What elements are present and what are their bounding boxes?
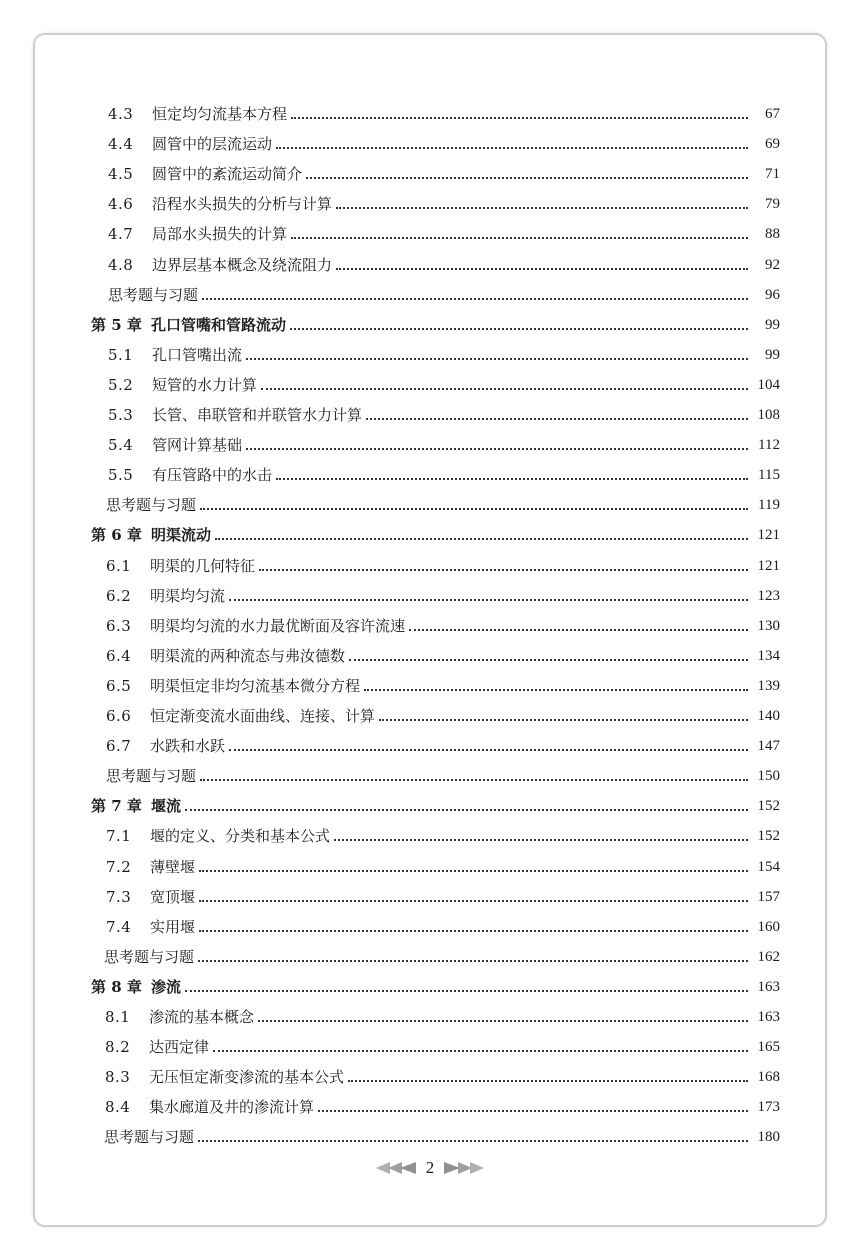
dot-leader bbox=[290, 328, 748, 330]
section-number: 6.4 bbox=[106, 646, 132, 665]
toc-entry-title: 水跌和水跃 bbox=[150, 737, 226, 756]
dot-leader bbox=[198, 1140, 748, 1142]
section-number: 5.1 bbox=[108, 345, 134, 364]
section-number: 4.5 bbox=[108, 165, 134, 184]
section-number: 5.2 bbox=[108, 375, 134, 394]
toc-entry-title: 孔口管嘴和管路流动 bbox=[151, 315, 287, 334]
chapter-number: 第 7 章 bbox=[91, 797, 142, 816]
chapter-number: 第 8 章 bbox=[91, 977, 142, 996]
dot-leader bbox=[261, 388, 748, 390]
toc-page-number: 115 bbox=[758, 467, 780, 484]
toc-entry-title: 长管、串联管和并联管水力计算 bbox=[152, 406, 363, 424]
section-number: 6.5 bbox=[106, 676, 132, 695]
toc-entry-title: 明渠恒定非均匀流基本微分方程 bbox=[150, 676, 361, 695]
dot-leader bbox=[291, 117, 748, 119]
toc-section-row bbox=[106, 910, 780, 936]
toc-section-row bbox=[108, 157, 780, 183]
toc-page-number: 71 bbox=[765, 166, 780, 183]
dot-leader bbox=[409, 629, 748, 631]
toc-entry-title: 思考题与习题 bbox=[106, 767, 197, 786]
section-number: 7.1 bbox=[106, 827, 132, 846]
dot-leader bbox=[246, 448, 748, 450]
toc-section-row bbox=[108, 368, 780, 394]
toc-page-number: 67 bbox=[765, 106, 780, 122]
toc-chapter-row bbox=[91, 518, 780, 544]
toc-entry-title: 管网计算基础 bbox=[152, 436, 243, 455]
toc-page-number: 121 bbox=[757, 527, 780, 544]
toc-entry-title: 无压恒定渐变渗流的基本公式 bbox=[149, 1068, 345, 1087]
toc-page-number: 157 bbox=[757, 888, 780, 905]
toc-entry-title: 有压管路中的水击 bbox=[152, 466, 273, 485]
toc-page-number: 165 bbox=[757, 1039, 780, 1056]
toc-exercise-row bbox=[108, 278, 780, 304]
dot-leader bbox=[200, 779, 748, 781]
section-number: 8.4 bbox=[105, 1098, 131, 1117]
section-number: 5.5 bbox=[108, 466, 134, 485]
dot-leader bbox=[291, 237, 748, 239]
page-footer bbox=[0, 1153, 860, 1183]
section-number: 7.3 bbox=[106, 887, 132, 906]
toc-page-number: 163 bbox=[757, 978, 780, 995]
toc-entry-title: 思考题与习题 bbox=[104, 1128, 195, 1147]
dot-leader bbox=[198, 960, 748, 962]
toc-section-row bbox=[108, 97, 780, 123]
toc-section-row bbox=[106, 880, 780, 906]
dot-leader bbox=[199, 900, 748, 902]
toc-entry-title: 明渠流动 bbox=[151, 526, 212, 545]
toc-page-number: 130 bbox=[757, 617, 780, 634]
dot-leader bbox=[259, 569, 748, 571]
dot-leader bbox=[364, 689, 748, 691]
dot-leader bbox=[215, 538, 748, 540]
toc-entry-title: 思考题与习题 bbox=[108, 285, 199, 304]
toc-entry-title: 沿程水头损失的分析与计算 bbox=[152, 195, 333, 214]
toc-entry-title: 集水廊道及井的渗流计算 bbox=[149, 1098, 315, 1117]
dot-leader bbox=[199, 930, 748, 932]
toc-page-number: 134 bbox=[757, 647, 780, 664]
toc-page-number: 140 bbox=[757, 708, 780, 724]
toc-page-number: 139 bbox=[757, 677, 780, 694]
toc-page-number: 154 bbox=[757, 858, 780, 875]
toc-entry-title: 明渠的几何特征 bbox=[150, 556, 256, 575]
section-number: 5.4 bbox=[108, 436, 134, 455]
dot-leader bbox=[200, 508, 748, 510]
toc-chapter-row bbox=[91, 308, 780, 334]
toc-page-number: 104 bbox=[757, 376, 780, 393]
dot-leader bbox=[334, 839, 748, 841]
dot-leader bbox=[202, 298, 748, 300]
toc-page-number: 92 bbox=[765, 256, 780, 273]
section-number: 6.1 bbox=[106, 556, 132, 575]
toc-section-row bbox=[106, 850, 780, 876]
toc-entry-title: 思考题与习题 bbox=[104, 947, 195, 966]
toc-entry-title: 圆管中的层流运动 bbox=[152, 135, 273, 154]
toc-section-row bbox=[106, 579, 780, 605]
toc-page-number: 162 bbox=[757, 948, 780, 965]
toc-entry-title: 明渠流的两种流态与弗汝德数 bbox=[150, 646, 346, 665]
toc-entry-title: 明渠均匀流的水力最优断面及容许流速 bbox=[150, 616, 406, 635]
toc-section-row bbox=[106, 549, 780, 575]
triple-right-arrow-icon bbox=[444, 1161, 484, 1175]
dot-leader bbox=[213, 1050, 748, 1052]
toc-entry-title: 宽顶堰 bbox=[150, 887, 196, 906]
toc-page-number: 69 bbox=[765, 136, 780, 153]
section-number: 4.7 bbox=[108, 225, 134, 244]
toc-page-number: 112 bbox=[758, 437, 780, 454]
dot-leader bbox=[185, 809, 748, 811]
toc-page-number: 96 bbox=[765, 286, 780, 303]
toc-entry-title: 薄壁堰 bbox=[150, 857, 196, 876]
toc-section-row bbox=[106, 669, 780, 695]
toc-entry-title: 局部水头损失的计算 bbox=[152, 225, 288, 244]
toc-entry-title: 孔口管嘴出流 bbox=[152, 345, 243, 364]
section-number: 6.7 bbox=[106, 737, 132, 756]
toc-exercise-row bbox=[106, 759, 780, 785]
section-number: 8.3 bbox=[105, 1068, 131, 1087]
toc-section-row bbox=[106, 609, 780, 635]
toc-page-number: 99 bbox=[765, 346, 780, 363]
toc-section-row bbox=[106, 819, 780, 845]
toc-exercise-row bbox=[104, 940, 780, 966]
toc-page-number: 123 bbox=[757, 587, 780, 604]
toc-entry-title: 实用堰 bbox=[150, 917, 196, 936]
section-number: 7.4 bbox=[106, 917, 132, 936]
toc-page-number: 108 bbox=[757, 407, 780, 423]
dot-leader bbox=[379, 719, 748, 721]
dot-leader bbox=[318, 1110, 748, 1112]
dot-leader bbox=[246, 358, 748, 360]
toc-page-number: 99 bbox=[765, 316, 780, 333]
toc-page-number: 173 bbox=[757, 1099, 780, 1116]
page-number: 2 bbox=[425, 1158, 435, 1177]
toc-section-row bbox=[108, 428, 780, 454]
toc-page-number: 152 bbox=[757, 798, 780, 815]
dot-leader bbox=[349, 659, 748, 661]
toc-section-row bbox=[106, 699, 780, 725]
toc-section-row bbox=[105, 1060, 780, 1086]
dot-leader bbox=[306, 177, 748, 179]
toc-section-row bbox=[108, 398, 780, 424]
toc-section-row bbox=[108, 458, 780, 484]
toc-exercise-row bbox=[106, 488, 780, 514]
dot-leader bbox=[348, 1080, 748, 1082]
section-number: 4.3 bbox=[108, 105, 134, 123]
toc-page-number: 180 bbox=[757, 1129, 780, 1146]
toc-section-row bbox=[108, 187, 780, 213]
section-number: 7.2 bbox=[106, 857, 132, 876]
toc-entry-title: 明渠均匀流 bbox=[150, 586, 226, 605]
toc-page-number: 147 bbox=[757, 738, 780, 755]
section-number: 4.4 bbox=[108, 135, 134, 154]
toc-entry-title: 堰的定义、分类和基本公式 bbox=[150, 827, 331, 846]
dot-leader bbox=[258, 1020, 748, 1022]
dot-leader bbox=[229, 749, 748, 751]
toc-entry-title: 短管的水力计算 bbox=[152, 375, 258, 394]
chapter-number: 第 6 章 bbox=[91, 526, 142, 545]
toc-page-number: 150 bbox=[757, 768, 780, 785]
dot-leader bbox=[199, 870, 748, 872]
dot-leader bbox=[336, 207, 748, 209]
dot-leader bbox=[276, 147, 748, 149]
dot-leader bbox=[229, 599, 748, 601]
chapter-number: 第 5 章 bbox=[91, 315, 142, 334]
section-number: 4.8 bbox=[108, 255, 134, 274]
section-number: 8.2 bbox=[105, 1038, 131, 1057]
toc-section-row bbox=[106, 639, 780, 665]
section-number: 6.2 bbox=[106, 586, 132, 605]
toc-page-number: 168 bbox=[757, 1069, 780, 1086]
toc-page-number: 160 bbox=[757, 918, 780, 935]
toc-entry-title: 圆管中的紊流运动简介 bbox=[152, 165, 303, 184]
dot-leader bbox=[185, 990, 748, 992]
toc-chapter-row bbox=[91, 970, 780, 996]
toc-section-row bbox=[108, 217, 780, 243]
toc-entry-title: 渗流 bbox=[151, 977, 182, 996]
toc-section-row bbox=[105, 1030, 780, 1056]
toc-page-number: 88 bbox=[765, 226, 780, 243]
toc-entry-title: 边界层基本概念及绕流阻力 bbox=[152, 255, 333, 274]
toc-page-number: 152 bbox=[757, 828, 780, 845]
toc-page-number: 79 bbox=[765, 196, 780, 213]
toc-entry-title: 渗流的基本概念 bbox=[149, 1008, 255, 1026]
toc-page-number: 121 bbox=[757, 557, 780, 574]
toc-entry-title: 恒定渐变流水面曲线、连接、计算 bbox=[150, 707, 376, 725]
dot-leader bbox=[336, 268, 748, 270]
dot-leader bbox=[366, 418, 748, 420]
toc-exercise-row bbox=[104, 1120, 780, 1146]
toc-chapter-row bbox=[91, 789, 780, 815]
toc-page-number: 163 bbox=[757, 1009, 780, 1025]
toc-entry-title: 达西定律 bbox=[149, 1038, 210, 1057]
toc-entry-title: 堰流 bbox=[151, 797, 182, 816]
section-number: 6.3 bbox=[106, 616, 132, 635]
toc-section-row bbox=[106, 729, 780, 755]
toc-section-row bbox=[108, 248, 780, 274]
toc-section-row bbox=[108, 127, 780, 153]
section-number: 5.3 bbox=[108, 406, 134, 424]
section-number: 4.6 bbox=[108, 195, 134, 214]
toc-entry-title: 思考题与习题 bbox=[106, 496, 197, 515]
toc-entry-title: 恒定均匀流基本方程 bbox=[152, 105, 288, 123]
toc-page-number: 119 bbox=[758, 497, 780, 514]
toc-section-row bbox=[108, 338, 780, 364]
toc-section-row bbox=[105, 1000, 780, 1026]
triple-left-arrow-icon bbox=[376, 1161, 416, 1175]
section-number: 6.6 bbox=[106, 707, 132, 725]
section-number: 8.1 bbox=[105, 1008, 131, 1026]
dot-leader bbox=[276, 478, 748, 480]
toc-section-row bbox=[105, 1090, 780, 1116]
